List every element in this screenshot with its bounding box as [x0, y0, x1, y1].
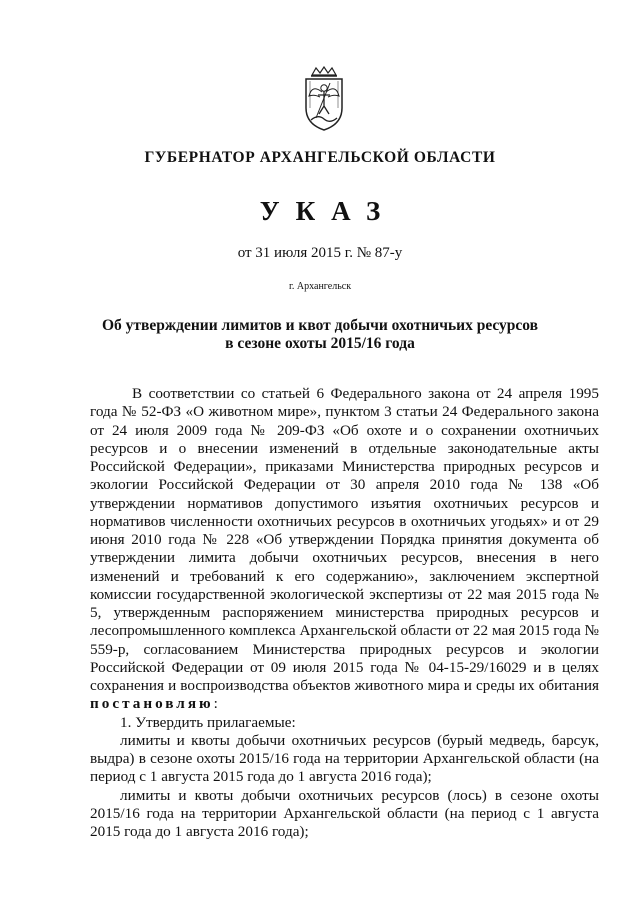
document-body — [90, 385, 599, 841]
document-title — [0, 317, 640, 353]
document-date-number: от 31 июля 2015 г. № 87-у — [237, 245, 403, 261]
list-item: лимиты и квоты добычи охотничьих ресурсов (лось) в сезоне охоты 2015/16 года на территории Архангельской области (на период с 1 августа 2015 года до 1 августа 2016 года); — [90, 786, 599, 840]
document-type: УКАЗ — [259, 196, 397, 226]
decree-colon: : — [213, 695, 218, 713]
title-line-2: в сезоне охоты 2015/16 года — [225, 335, 415, 352]
list-item: лимиты и квоты добычи охотничьих ресурсов (бурый медведь, барсук, выдра) в сезоне охоты 2015/16 года на территории Архангельской области (на период с 1 августа 2015 года до 1 августа 2016 года); — [90, 731, 599, 786]
preamble-paragraph — [90, 385, 599, 714]
coat-of-arms-icon — [300, 66, 348, 132]
title-line-1: Об утверждении лимитов и квот добычи охотничьих ресурсов — [101, 317, 539, 334]
decree-word: постановляю — [90, 695, 214, 713]
document-city: г. Архангельск — [288, 281, 352, 292]
issuing-authority: ГУБЕРНАТОР АРХАНГЕЛЬСКОЙ ОБЛАСТИ — [144, 149, 496, 166]
point-1: 1. Утвердить прилагаемые: — [120, 713, 296, 731]
preamble-text: В соответствии со статьей 6 Федерального закона от 24 апреля 1995 года № 52-ФЗ «О животном мире», пунктом 3 статьи 24 Федерального закона от 24 июля 2009 года № 209-ФЗ «Об охоте и о сохранении охотничьих ресурсов и о внесении изменений в отдельные законодательные акты Российской Федерации», приказами Министерства природных ресурсов и экологии Российской Федерации от 30 апреля 2010 года № 138 «Об утверждении нормативов допустимого изъятия охотничьих ресурсов и нормативов численности охотничьих ресурсов в охотничьих угодьях» и от 29 июня 2010 года № 228 «Об утверждении Порядка принятия документа об утверждении лимита добычи охотничьих ресурсов, внесения в него изменений и требований к его содержанию», заключением экспертной комиссии государственной экологической экспертизы от 22 мая 2015 года № 5, утвержденным распоряжением министерства природных ресурсов и лесопромышленного комплекса Архангельской области от 22 мая 2015 года № 559-р, согласованием Министерства природных ресурсов и экологии Российской Федерации от 09 июля 2015 года № 04-15-29/16029 и в целях сохранения и воспроизводства объектов животного мира и среды их обитания — [90, 385, 599, 694]
